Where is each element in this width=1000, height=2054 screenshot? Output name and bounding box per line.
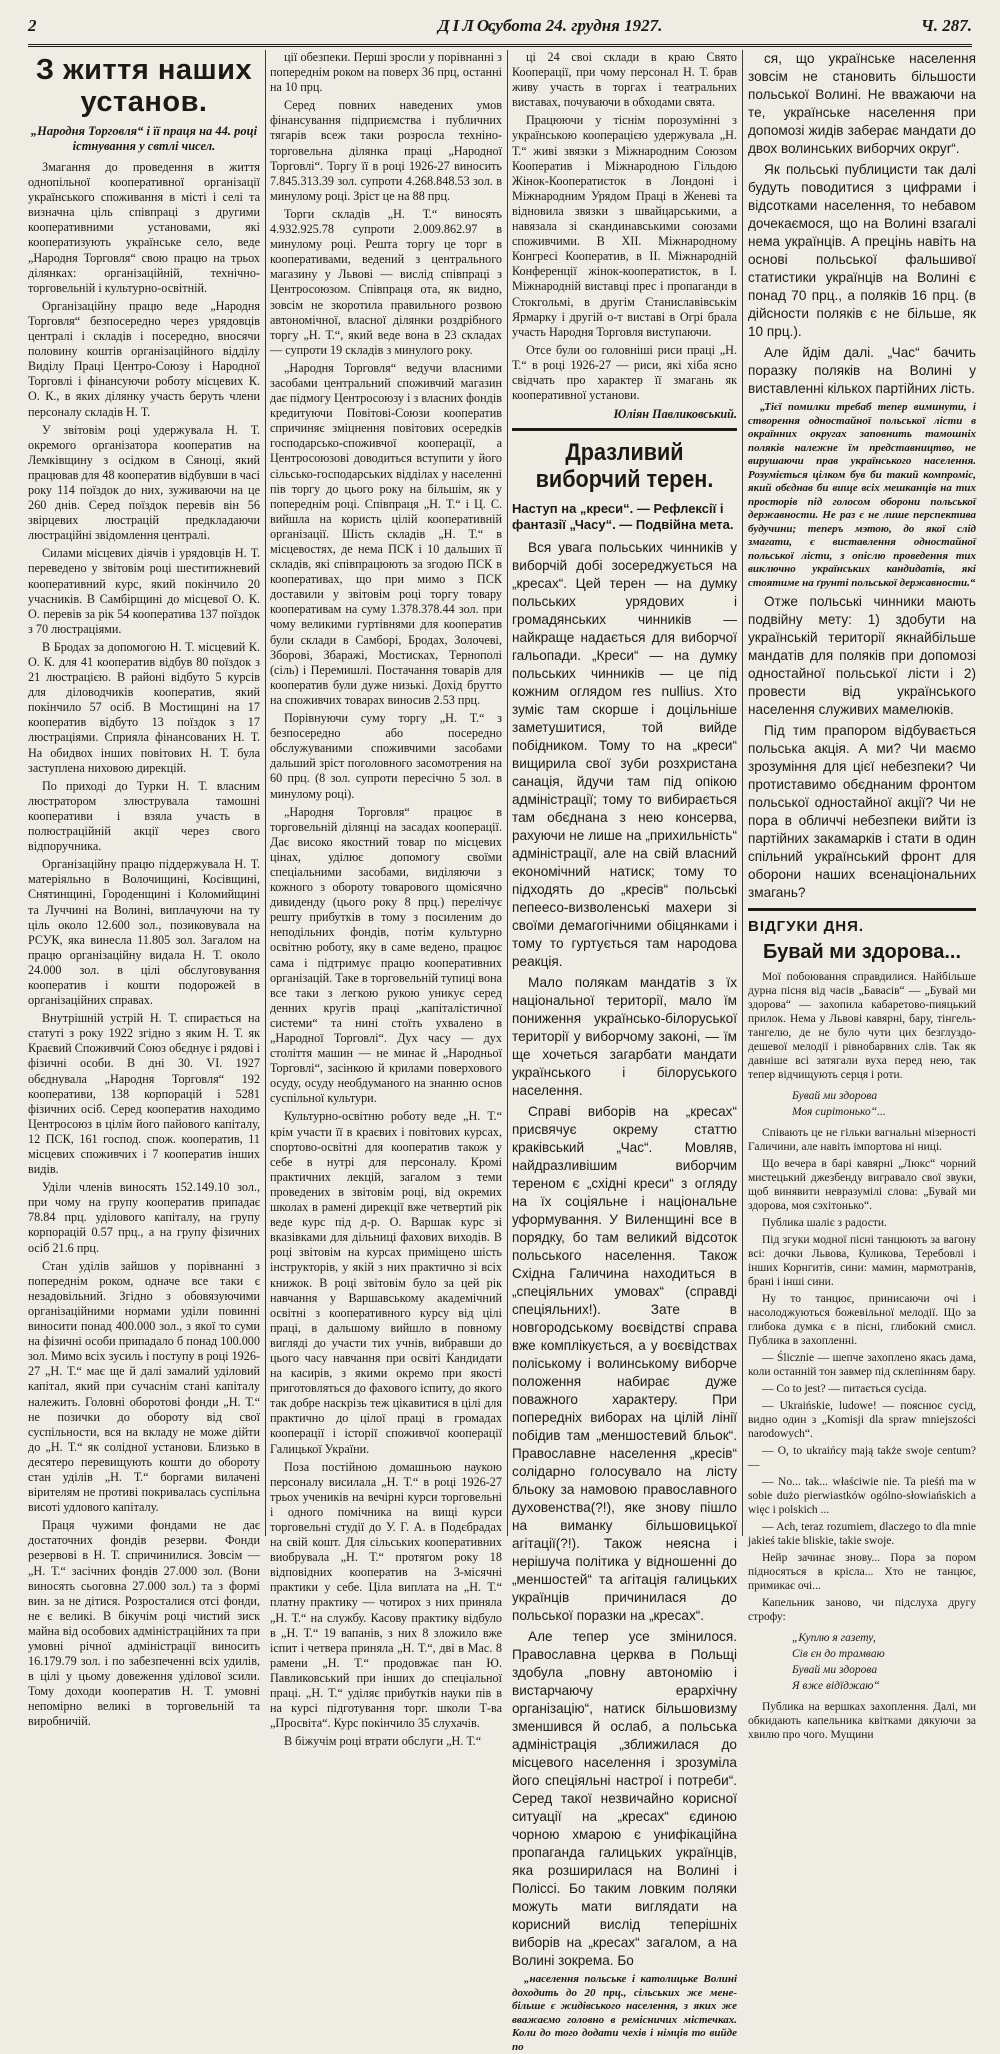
- paragraph: Поза постійною домашньою наукою персоналу висилала „Н. Т.“ в році 1926-27 трьох учеників на вечірні курси торговельні і одного помічника на вищі курси торговельні студії до У. Г. А. в Подєбрадах на свій кошт. Для сільських кооперативних виобрувала „Н. Т.“ протягом року 18 відповідних кооператив на 3-місячні практики у себе. Ціла виплата на „Н. Т.“ платну практику — чотирох з них приняла „Н. Т.“ на службу. Касову практику відбуло в „Н. Т.“ 19 вапанів, з них 8 зложило вже іспит і четвера приняла „Н. Т.“, дві в Мас. 8 рамени „Н. Т.“ продовжає пан Ю. Павликовський при інших до спеціальної праці. „Н. Т.“ уділяє прибутків науки пів в на курсі підготування торг. школи Т-ва „Просвіта“. Курс покінчило 35 слухачів.: [270, 1459, 502, 1731]
- column-rule: [265, 50, 266, 1536]
- column-3: [512, 50, 737, 2053]
- paragraph: Силами місцевих діячів і урядовців Н. Т. переведено у звітовім році шеститижневий кооперативний курс, який покінчило 20 учасників. В Самбірщині до місцевої О. К. О. перевів за рік 54 кооператива 137 поїздок з 70 люстраціями.: [28, 546, 260, 636]
- song-verse: [792, 1630, 976, 1694]
- paragraph: Праця чужими фондами не дає достаточних фондів резерви. Фонди резервові в Н. Т. спричинилися. Зовсім — „Н. Т.“ засічних фондів 27.000 зол. (Вони виносять сьоговна 27.000 зол.) та з формі вин. за не дітися. Розросталися отсі фонди, не є великі. В бікучім році чистий зиск майна від особових адміністраційних та при умовні річної адміністрації виносить 16.179.79 зол. і по забезпеченні всіх удилів, в цілі у цьому довеження уділової зсили. Тому доходи кооператив Н. Т. умовні непомірно великі в торговельній та виробничій.: [28, 1518, 260, 1729]
- paragraph: ся, що українське населення зовсім не становить більшости польської Волині. Не вважаючи на те, українське населення при допомозі жидів заберає мандати до двох волинських виборчих окруr“.: [748, 51, 976, 156]
- page-number: 2: [28, 16, 37, 35]
- quotation: [512, 1973, 737, 2054]
- paragraph: ції обезпеки. Перші зросли у порівнанні з попереднім роком на поверх 36 прц, останні на 10 прц.: [270, 50, 502, 95]
- paragraph: Серед повних наведених умов фінансування підприємства і публичних тягарів всеж таки розросла техніно-торговельна ділянка праці „Народної Торговлі“. Торгу її в році 1926-27 виносить 7.845.313.39 зол. супроти 4.268.848.53 зол. в минулому році. Зріст це на 88 прц.: [270, 98, 502, 203]
- paragraph: Але тепер усе змінилося. Православна церква в Польщі здобула „повну автономію і вистарчаючу ерархічну організацію“, натиск більшовизму зменшився й ослаб, а польська адміністрація „зближилася до місцевого населення і зрозуміла його спеціяльні настрої і потреби“. Серед такої незвичайно корисної ситуації на „кресах“ єдиною чорною хмарою є унифікаційна пропаганда галицьких українців, яка розширилася на Волині і Поліссі. Бо таким ловким поляки можуть мати виглядати на корисний вислід теперішніх виборів на „кресах“ загалом, а на Волині зокрема. Бо: [512, 1629, 737, 1969]
- paragraph: „Народня Торговля“ ведучи власними засобами центральний споживчий магазин дає підмогу Центросоюзу і з власних фондів кредитуючи Повітові-Союзи кооператив спричиняє зміцнення повітових осередків господарсько-споживчої кооперації, а Центросоюзові доводиться вступити у його сільсько-господарських відділах у населенні пів торгу до цього року на більшім, як у попереднім році. Співпраця „Н. Т.“ і Ц. С. вийшла на користь цілій кооперативній організації. Шість складів „Н. Т.“ в місцевостях, де нема ПСК і 10 дальших її складів, які співпрацюють за згодою ПСК в кооперативах, що при мимо з ПСК доставили у звітовім році торгу товару кооперативам на суму 1.378.378.44 зол. при чому великими гуртівнями для кооператив були склади в Самборі, Бродах, Золочеві, Зборові, Збаражі, Мостисках, Тернополі (сіль) і Перемишлі. Постачання товарів для кооператив були дуже низькі. Дохід брутто на споживчих товарах виносив 2.53 прц.: [270, 360, 502, 707]
- paragraph: Під тим прапором відбувається польська акція. А ми? Чи маємо зрозуміння для цієї небезпеки? Чи протиставимо обєднаним фронтом польської одностайної акції? Чи не пора в обличчі небезпеки вийти із партійних закамарків і стати в один спільний український фронт для оборони наших всенаціональних змагань?: [748, 723, 976, 900]
- paragraph: Організаційну працю веде „Народня Торговля“ безпосередно через урядовців централі і складів і посередно, вносячи половину коштів організаційного відділу Виділу Праці Центро-Союзу і Народної Торговлі і фінансуючи роботу місцевих К. О. К., в яких ділянку участь беруть члени персоналу складів Н. Т.: [28, 298, 260, 419]
- section-divider: [512, 428, 737, 431]
- feuilleton-body: [748, 970, 976, 1742]
- column-4: [748, 50, 976, 1742]
- verse-line: Бувай ми здорова: [792, 1664, 878, 1677]
- column-1: [28, 50, 261, 1729]
- paragraph: Культурно-освітню роботу веде „Н. Т.“ крім участи її в краєвих і повітових курсах, спортово-освітні для кооператив також у себе в нутрі для персоналу. Кромі практичних лекцій, загалом з теми проведених в звітовім році, від окремих школах в рамені дирекції вже четвертий рік веде курс під д-р. О. Варшак курс зі вказівками для дільниці фахових виходів. В році звітовім на курсах приміщено шість інструкторів, у якій з них практично зі всіх книжок. В році звітовім було за цей рік навчання у Варшавському академічний освітні з кооперативного курсу від цілі праці, в дальшому вийшло в повному вигляді до участи тих учнів, вибравши до цього часу навчання при освіті Кандидати на касирів, з якими окремо при якості приготовляться до фахового іспиту, до якого так добре наскрізь теж цікавитися в цілі для практично до цілої праці в громадах кооперації і історії споживчої кооперації Галицької України.: [270, 1109, 502, 1456]
- article-conclusion: [748, 593, 976, 902]
- paragraph: Ну то танцює, принисаючи очі і насолоджуються божевільної мелодії. Що за глибока думка є в пісні, ґлибокий смисл. Публика в захопленні.: [748, 1293, 976, 1348]
- paragraph: Мало полякам мандатів з їх національної території, мало їм пониження українсько-білоруської території у виборчому законі, — їм ще хочеться загарбати мандати українського і білоруського населення.: [512, 975, 737, 1099]
- feuilleton-title: Бувай ми здорова...: [763, 941, 961, 964]
- paragraph: Працюючи у тіснім порозумінні з українською кооперацією удержувала „Н. Т.“ живі звязки з Міжнародним Союзом Кооператив і Міжнародною Гільдою Жінок-Кооператисток в Лондоні і Міжнародним Урядом Праці в Женеві та відновила звязки з швайцарськими, а навязала зі скандинавськими союзами споживчими. В XII. Міжнародному Конгресі Кооператив, в II. Міжнародній Конференції жінок-кооператисток, в I. Міжнародній виставці прес і пропаганди в Стокгольмі, в другім Станиславівськім Ярмарку і другій о-т виставі в Огрі брала участь Народня Торговля виступаючи.: [512, 113, 737, 339]
- paragraph: Стан уділів зайшов у порівнанні з попереднім роком, одначе все таки є незадовільний. Згідно з обовязуючими організаційними нормами уділи повинні виносити понад 400.000 зол., з якої то суми на фізичні особи припадало б понад 100.000 зол. Мимо всіх зусиль і поступу в році 1926-27 „Н. Т.“ має ще й далі замалий уділовий капітал, який при сучаснім стані капіталу належить. Головні оборотові фонди „Н. Т.“ не позички до обороту від свої суспільности, вся на вкладу не може дійти до „Н. Т.“ як солідної установи. Близько в десятеро перевищують кошти до обороту стан уділів „Н. Т.“ боргами вилачені вірителям не противі покривалась суспільна висоті удлового капіталу.: [28, 1258, 261, 1515]
- paragraph: Співають це не гільки вагнальні мізерності Галичини, але навіть імпортова ні ниці.: [748, 1127, 976, 1154]
- paragraph: — Ach, teraz rozumiem, dlaczego to dla mnie jakieś takie bliskie, takie swoje.: [748, 1521, 976, 1548]
- paragraph: Нейр зачинає знову... Пора за пором підносяться в крісла... Хто не танцює, примикає очі...: [748, 1552, 976, 1593]
- paragraph: Внутрішній устрій Н. Т. спирається на статуті з року 1922 згідно з яким Н. Т. як Краєвий Споживчий Союз обєднує і рядові і фізичні особи. В дні 30. VI. 1927 обєднувала „Народня Торговля“ 192 кооперативи, 138 корпорацій і 5281 фізичних осіб. Серед кооператив находимо Центросоюз в цілім його пайового капіталу, 12 ПСК, 161 господ. спож. кооператив, 11 місцевих споживчих і 7 кооператив інших видів.: [28, 1011, 260, 1177]
- quote-text: „Тієї помилки требаб тепер виминути, і створення одностайної польської лісти в окраїнних округах заповнить тамошніх поляків належне їм представництво, не вирушаючи прав українського населення. Розуміється цілком був би такий компроміс, який обєднав би вище всіх мешканців на тих просторів під голосом оборони польської державности. Не раз є не лише перспектива будучини; теперъ мэтою, до якої слід змагати, є виставлення одностайної польської лісти, з опіслю проведення тих виключно українських кандидатів, які стоятиме на ґрунті польської державности.“: [748, 401, 976, 589]
- verse-line: Сів єн до трамваю: [792, 1648, 885, 1661]
- article-body: [512, 539, 737, 1970]
- paragraph: — Ślicznie — шепче захоплено якась дама, коли останній тон завмер під склепінням бару.: [748, 1352, 976, 1379]
- paragraph: Публика шаліє з радости.: [762, 1217, 887, 1230]
- column-rule: [742, 50, 743, 1536]
- paragraph: Як польські публицисти так далі будуть поводитися з цифрами і відсотками населення, то небавом дочекаємося, що на Волині взагалі нема українців. А прецінь навіть на основі польської фальшивої статистики українців на Волині є понад 70 прц., а поляків 16 прц. (в дійсности поляків є не більше, як 10 прц.).: [748, 162, 976, 339]
- paragraph: Отже польські чинники мають подвійну мету: 1) здобути на українській території якнайбільше мандатів для поляків при допомозі одностайної польської лісти і 2) провести від українського населення служивих мамелюків.: [748, 594, 976, 717]
- paragraph: Під згуки модної пісні танцюють за вагону всі: дочки Львова, Куликова, Теребовлі і інших Корнгитів, сини: мамин, мармотранів, брані і інші сини.: [748, 1234, 976, 1289]
- quotation: [748, 401, 976, 590]
- paragraph: Отсе були оо головніші риси праці „Н. Т.“ в році 1926-27 — риси, які хіба ясно свідчать про характер її змагань як кооперативної установи.: [512, 342, 737, 403]
- paragraph: ці 24 своі склади в краю Свято Кооперації, при чому персонал Н. Т. брав живу участь в торгах і театральних виставах, почуваючи в обходами свята.: [512, 50, 737, 110]
- paragraph: Що вечера в барі кавярні „Люкс“ чорний мистецький джезбенду вигравало свої звуки, щоб винявити невразумілі слова: „Бувай ми здорова, моя сэхітонько“.: [748, 1158, 976, 1213]
- masthead: [28, 10, 972, 47]
- song-verse: [792, 1088, 976, 1120]
- article-title: З життя наших установ.: [35, 54, 253, 118]
- verse-line: „Куплю я газету,: [792, 1632, 876, 1645]
- verse-line: Моя сирітонько“...: [792, 1106, 886, 1119]
- paragraph: — O, to ukraińcy mają także swoje centum? —: [748, 1445, 976, 1472]
- column-2: [270, 50, 502, 1749]
- paragraph: Але йдім далі. „Час“ бачить поразку поляків на Волині у виставленні кількох партійних лість.: [748, 345, 976, 396]
- verse-line: Я вже відїджаю“: [792, 1680, 880, 1693]
- paragraph: В біжучім році втрати обслуги „Н. Т.“: [284, 1734, 482, 1749]
- section-label: ВІДГУКИ ДНЯ.: [748, 918, 865, 935]
- paragraph: — No... tak... właściwie nie. Ta pieśń ma w sobie dużo pierwiastków ogólno-słowiańskich a więc i polskich ...: [748, 1476, 976, 1517]
- paragraph: У звітовім році удержувала Н. Т. окремого організатора кооператив на Лемківщину з осідком в Сяноці, який працював для 48 кооператив відбувши в часі року 114 поїздок до них, зуживаючи на це 260 днів. Серед поїздок перевів він 56 звірцевих люстрацій предкладаючи люстраційні звідомлення централі.: [28, 422, 260, 543]
- paragraph: Капельник заново, чи підслуха другу строфу:: [748, 1597, 976, 1624]
- paragraph: Організаційну працю піддержувала Н. Т. матеріяльно в Волочищині, Косівщині, Снятинщині, Городенщині і Коломийщині та Луччині на Волині, виплачуючи на ту ціль около 12.600 зол., позиковувала на РСУК, яка винесла 11.805 зол. Загалом на працю організаційну видала Н. Т. около 24.000 зол. в цілі обслуговування кооператив і кошти подорожей в організаційних справах.: [28, 857, 260, 1008]
- article-continuation: [748, 50, 976, 398]
- verse-line: Бувай ми здорова: [792, 1090, 878, 1103]
- issue-date: субота 24. грудня 1927.: [488, 16, 663, 35]
- article-subtitle: „Народня Торговля“ і її праця на 44. році істнування у свтлі чисел.: [30, 124, 258, 153]
- newspaper-title: ДІЛО,: [438, 16, 500, 35]
- article-lead: Наступ на „креси“. — Рефлексії і фантазії „Часу“. — Подвійна мета.: [512, 501, 734, 533]
- paragraph: Вся увага польських чинників у виборчій добі зосереджується на „кресах“. Цей терен — на думку польських урядових і громадянських чинників — найкраще надається для виборчої гальопади. „Креси“ — на думку польських чинників — це під кожним оглядом res nullius. Хто зуміє там скорше і доцільніше заметушитися, той вийде побідником. Тому то на „креси“ вищирила свої зуби розхристана санація, йдучи там під опікою адміністрації; тому то вибирається там обєднана з нею консерва, рахуючи не лише на „прихильність“ адміністрації, але на свій власний економічний натиск; тому то підходять до „кресів“ польські пепеесо-визволенські махери зі своїми демагогічними обіцянками і тому то гуртується там народова реакція.: [512, 540, 737, 970]
- article-title: Дразливий виборчий терен.: [535, 439, 714, 494]
- paragraph: Змагання до проведення в життя однопільної кооперативної організації українського споживання в місті і селі та визначна ціль співпраці з другими кооперативними установами, які кооператизують українське село, веде „Народня Торговля“ свою працю на трьох ділянках: організаційній, технічно-торговельній і культурно-освітній.: [28, 160, 260, 295]
- paragraph: По приході до Турки Н. Т. власним люстратором злюструвала тамошні кооперативи і взяла участь в полюстраційній акції через свого відпоручника.: [28, 778, 260, 854]
- paragraph: В Бродах за допомогою Н. Т. місцевий К. О. К. для 41 кооператив відбув 80 поїздок з 21 люстрацією. В районі відбуто 5 курсів для діловодчиків кооператив, який покінчило 57 осіб. В Мостищині на 17 кооператив відбуто 13 поїздок з 17 люстраціями. Сприяла фінансованих Н. Т. На обидвох інших повітових Н. Т. була заступлена ниховою дирекцій.: [28, 639, 260, 775]
- article-byline: Юліян Павликовський.: [613, 407, 737, 422]
- paragraph: Порівнуючи суму торгу „Н. Т.“ з безпосередно або посередно обслужуваними споживчими засобами дальший зріст поголовного засомотрения на 60 прц. (8 зол. супроти пересічно 5 зол. в минулому році).: [270, 711, 502, 801]
- paragraph: Публика на вершках захоплення. Далі, ми обкидають капельника квітками дякуючи за хвилю про чого. Мущини: [748, 1701, 976, 1742]
- issue-number: Ч. 287.: [921, 16, 972, 35]
- paragraph: Уділи членів виносять 152.149.10 зол., при чому на групу кооператив припадає 78.84 прц. уділового капіталу, на групу корпорацій 0.57 прц., а на групу фізичних осіб 21.6 прц.: [28, 1180, 260, 1255]
- paragraph: — Ukraińskie, ludowe! — пояснює сусід, видно один з „Komisji dla spraw mniejszości narodowych“.: [748, 1400, 976, 1441]
- paragraph: — Co to jest? — питається сусіда.: [762, 1383, 927, 1396]
- column-rule: [507, 50, 508, 1536]
- paragraph: „Народня Торговля“ працює в торговельній ділянці на засадах кооперації. Дає високо якостний товар по місцевих цінах, уділює допомогу своїми спеціальними засобами, виділяючи з кожного з обороту товарового щомісячно дивиденду (цього року 8 прц.) перелічує решту прибутків в тому з посиленим до неподільних фондів, потім культурно освітню роботу, яку в саме ведено, працює сама і підтримує працю кооперативних організацій. Таке в торговельній тупиці вона все таки з легкою рукою уникує серед денних кругів праці „капіталістичної системи“ та нині стоїть ухвалено в „Народної Торговлі“. Дух часу — дух століття машин — не минає й „Народньої Торговлі“, засінкою й крилами поверхового осуду, осуду необдуманого на знанню основ суспільної культури.: [270, 804, 502, 1106]
- paragraph: Справі виборів на „кресах“ присвячує окрему статтю краківський „Час“. Мовляв, найдразливішим виборчим тереном є „східні креси“ з огляду на їх соціяльне і національне уформування. У Виленщині все в порядку, бо там великий відсоток польського населення. Також Східна Галичина находиться в „спеціяльних умовах“ (справді спеціяльних!). Зате в новгородському воєвідстві справа вже комплікується, а у воєвідствах поліському і волинському виборче положення набирає дуже поважного характеру. При попередніх виборах на цілій лінії побідив там „меншостевий бльок“. Православне населення „кресів“ солідарно голосувало на лісту бльоку за намовою православного духовенства(?!), яке знову пішло на виманку більшовицької агітації(?!). Також неясна і нерішуча політика у відношенні до „меншостей“ та агітація галицьких українців причинилася до польської поразки на „кресах“.: [512, 1104, 737, 1624]
- paragraph: Мої побоювання справдилися. Найбільше дурна пісня від часів „Бавасів“ — „Бувай ми здорова“ — захопила кабаретово-пияцький прилок. Нема у Львові кавярні, бару, тінгель-тангелю, де не було чути цих безглуздо-дешевої мелодії і рівнобарвних слів. Так як давніше всі затягали вуха перед нею, так тепер відчищують серця і роти.: [748, 971, 976, 1082]
- section-divider: [748, 908, 976, 911]
- quote-text: „населення польське і католицьке Волині доходить до 20 прц., сільських же мене-більше є жидівського населення, з яких же вважаємо головно в ремісничих містечках. Коли до того додати чехів і німців то вийде по: [512, 1973, 737, 2053]
- paragraph: Торги складів „Н. Т.“ виносять 4.932.925.78 супроти 2.009.862.97 в минулому році. Решта торгу це торг в кооперативами, ведений з центрального магазину у Львові — вислід співпраці з Центросоюзом. Співпраця ота, як видно, зовсім не зкоротила правильного розвою автономічної, власної ділянки роздрібного торгу „Н. Т.“, який веде вона в 23 складах — супроти 19 складів з минулого року.: [270, 206, 502, 357]
